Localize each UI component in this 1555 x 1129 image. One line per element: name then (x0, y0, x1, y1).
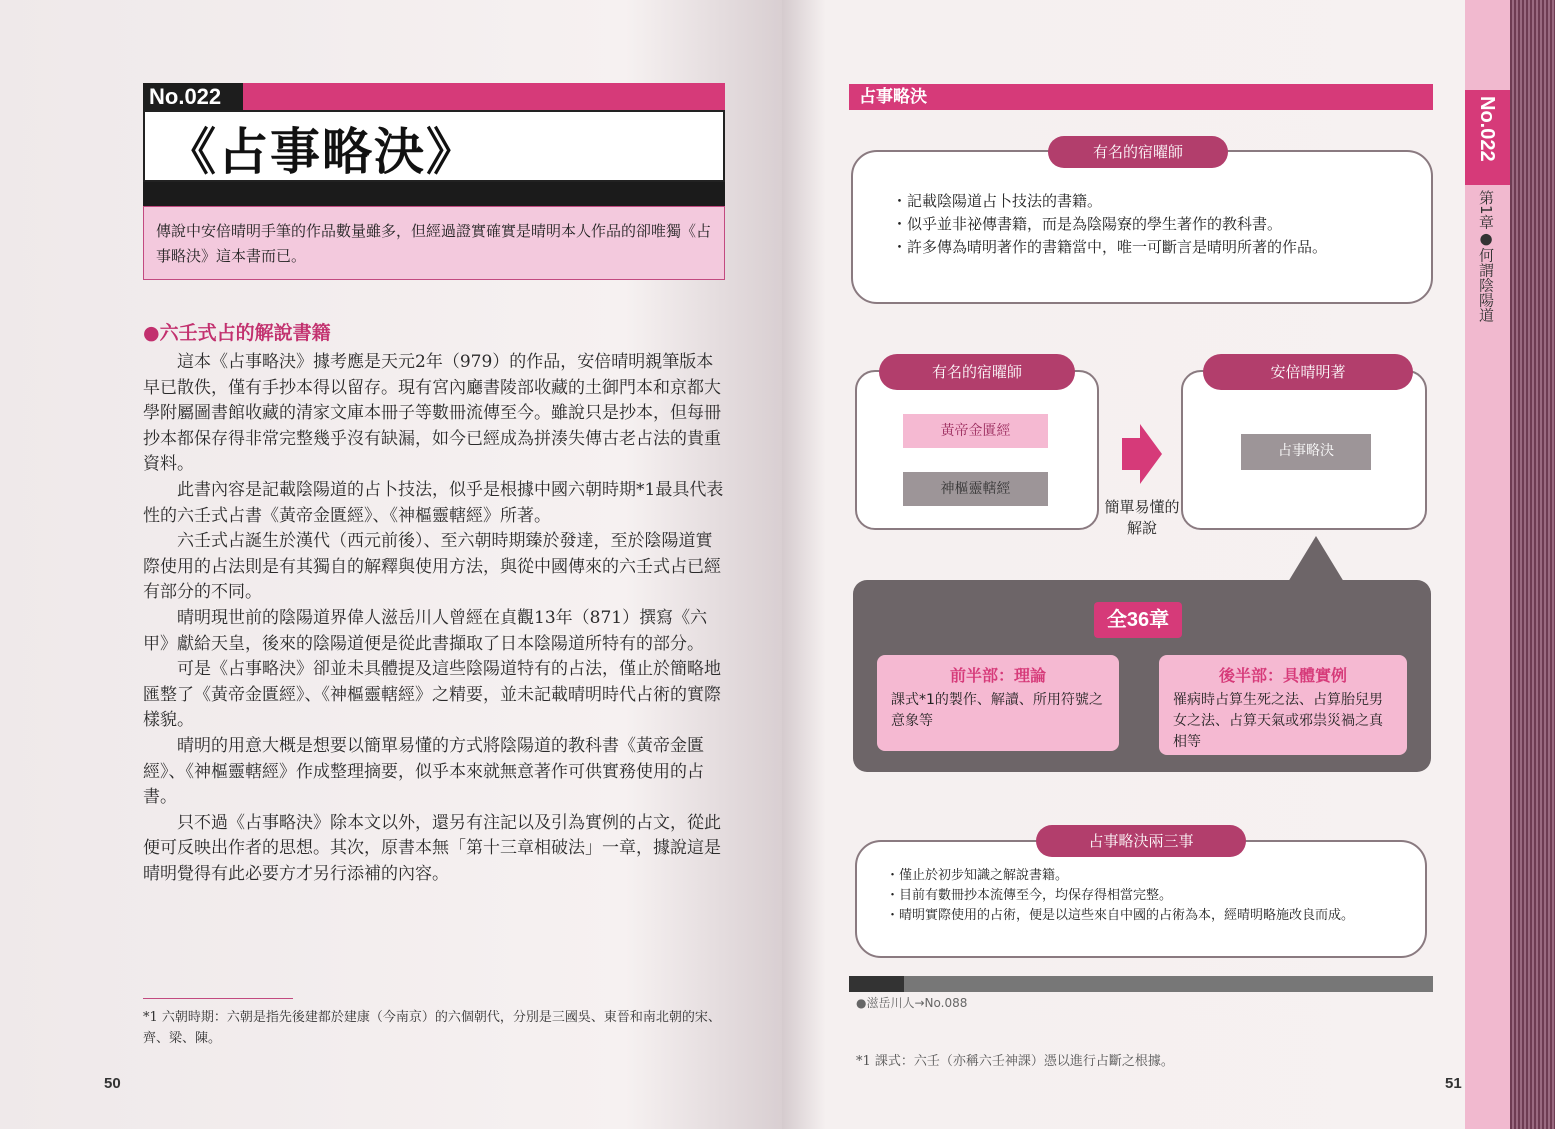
source-title: 有名的宿曜師 (879, 354, 1075, 390)
body-text (143, 350, 725, 887)
bullet: ・許多傳為晴明著作的書籍當中，唯一可斷言是晴明所著的作品。 (892, 238, 1328, 256)
bullet: ・晴明實際使用的占術，便是以這些來自中國的占術為本，經晴明略施改良而成。 (886, 908, 1355, 923)
paragraph: 六壬式占誕生於漢代（西元前後）、至六朝時期臻於發達，至於陰陽道實際使用的占法則是有其獨自的解釋與使用方法，與從中國傳來的六壬式占已經有部分的不同。 (143, 531, 721, 603)
callout-pointer (1288, 536, 1344, 582)
second-half-title: 後半部：具體實例 (1218, 666, 1347, 685)
paragraph: 此書內容是記載陰陽道的占卜技法，似乎是根據中國六朝時期*1最具代表性的六壬式占書《黃帝金匱經》、《神樞靈轄經》所著。 (143, 479, 724, 526)
overview-bullets (892, 190, 1412, 259)
total-chapters: 全36章 (1094, 602, 1182, 638)
paragraph: 晴明現世前的陰陽道界偉人滋岳川人曾經在貞觀13年（871）撰寫《六甲》獻給天皇，後來的陰陽道便是從此書擷取了日本陰陽道所特有的部分。 (143, 607, 708, 654)
second-half-box (1159, 655, 1407, 755)
first-half-title: 前半部：理論 (949, 666, 1046, 685)
side-number: No.022 (1476, 96, 1498, 162)
bullet: ・目前有數冊抄本流傳至今，均保存得相當完整。 (886, 888, 1173, 903)
footnote-rule (143, 998, 293, 999)
footnote-left: *1 六朝時期：六朝是指先後建都於建康（今南京）的六個朝代，分別是三國吳、東晉和南北朝的宋、齊、梁、陳。 (143, 1010, 721, 1046)
page-title: 《占事略決》 (166, 123, 478, 181)
bullet: ・記載陰陽道占卜技法的書籍。 (892, 192, 1103, 210)
paragraph: 只不過《占事略決》除本文以外，還另有注記以及引為實例的占文，從此便可反映出作者的思想。其次，原書本無「第十三章相破法」一章，據說這是晴明覺得有此必要方才另行添補的內容。 (143, 812, 721, 884)
source-box (855, 370, 1099, 530)
facts-bullets (886, 866, 1406, 926)
bullet: ・似乎並非祕傳書籍，而是為陰陽寮的學生著作的教科書。 (892, 215, 1283, 233)
page-edge (1510, 0, 1555, 1129)
footnote-right: *1 課式：六壬（亦稱六壬神課）憑以進行占斷之根據。 (856, 1054, 1174, 1069)
second-half-text: 罹病時占算生死之法、占算胎兒男女之法、占算天氣或邪祟災禍之真相等 (1173, 692, 1383, 750)
paragraph: 這本《占事略決》據考應是天元2年（979）的作品，安倍晴明親筆版本早已散佚，僅有手抄本得以留存。現有宮內廳書陵部收藏的土御門本和京都大學附屬圖書館收藏的清家文庫本冊子等數冊流傳至今。雖說只是抄本，但每冊抄本都保存得非常完整幾乎沒有缺漏，如今已經成為拼湊失傳古老占法的貴重資料。 (143, 352, 721, 475)
author-title: 安倍晴明著 (1203, 354, 1413, 390)
related-bar (849, 976, 1433, 992)
related-link: ●滋岳川人→No.088 (856, 996, 968, 1010)
side-chapter: 第1章●何謂陰陽道 (1477, 190, 1495, 323)
number-tag: No.022 (143, 83, 243, 110)
first-half-box (877, 655, 1119, 751)
flow-arrow-icon (1122, 424, 1162, 484)
right-header: 占事略決 (849, 84, 1433, 110)
first-half-text: 課式*1的製作、解讀、所用符號之意象等 (891, 692, 1103, 729)
paragraph: 晴明的用意大概是想要以簡單易懂的方式將陰陽道的教科書《黃帝金匱經》、《神樞靈轄經》作成整理摘要，似乎本來就無意著作可供實務使用的占書。 (143, 735, 704, 808)
paragraph: 可是《占事略決》卻並未具體提及這些陰陽道特有的占法，僅止於簡略地匯整了《黃帝金匱經》、《神樞靈轄經》之精要，並未記載晴明時代占術的實際樣貌。 (143, 659, 721, 731)
overview-title: 有名的宿曜師 (1048, 136, 1228, 168)
source-item: 黃帝金匱經 (903, 414, 1048, 448)
bullet: ・僅止於初步知識之解說書籍。 (886, 868, 1069, 883)
source-item: 神樞靈轄經 (903, 472, 1048, 506)
title-underbar (143, 182, 725, 206)
section-heading: ●六壬式占的解說書籍 (143, 322, 331, 344)
page-number-left: 50 (104, 1075, 121, 1092)
author-item: 占事略決 (1241, 434, 1371, 470)
page-number-right: 51 (1445, 1075, 1462, 1092)
facts-title: 占事略決兩三事 (1036, 825, 1246, 857)
arrow-label: 簡單易懂的解說 (1104, 498, 1180, 537)
summary-box: 傳說中安倍晴明手筆的作品數量雖多，但經過證實確實是晴明本人作品的卻唯獨《占事略決》這本書而已。 (143, 206, 725, 280)
